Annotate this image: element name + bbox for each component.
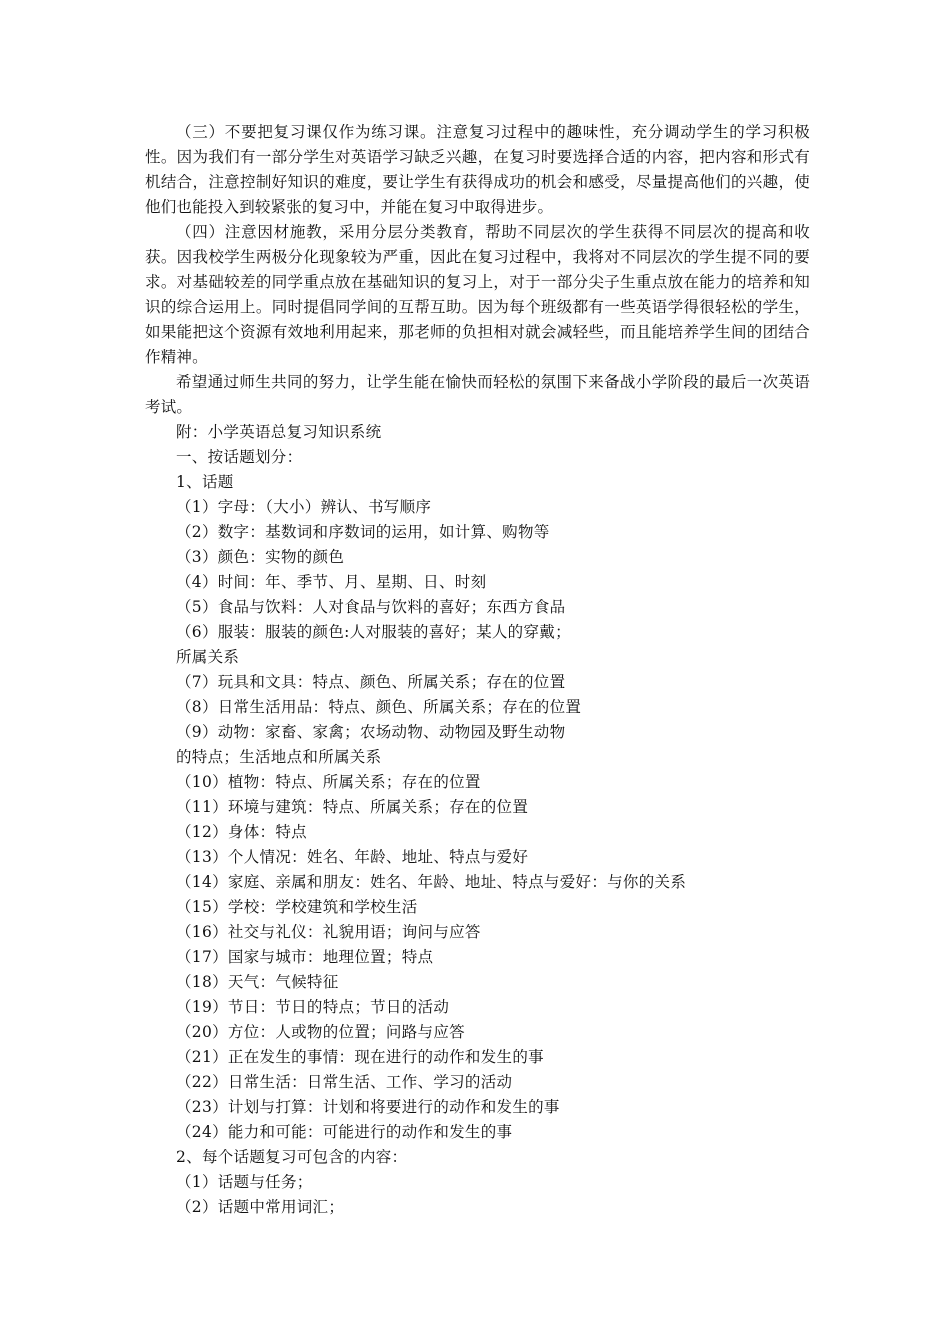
topic-item: （13）个人情况：姓名、年龄、地址、特点与爱好: [176, 848, 529, 866]
paragraph-review-interest: （三）不要把复习课仅作为练习课。注意复习过程中的趣味性，充分调动学生的学习积极性。因为我们有一部分学生对英语学习缺乏兴趣，在复习时要选择合适的内容，把内容和形式有机结合，注意控制好知识的难度，要让学生有获得成功的机会和感受，尽量提高他们的兴趣，使他们也能投入到较紧张的复习中，并能在复习中取得进步。: [145, 123, 810, 216]
topic-item: （5）食品与饮料：人对食品与饮料的喜好；东西方食品: [176, 598, 566, 616]
subsection-heading: 1、话题: [176, 473, 234, 491]
topic-item-continuation: 所属关系: [176, 648, 240, 666]
topic-item: （24）能力和可能：可能进行的动作和发生的事: [176, 1123, 513, 1141]
topic-item: （11）环境与建筑：特点、所属关系；存在的位置: [176, 798, 529, 816]
topic-item: （14）家庭、亲属和朋友：姓名、年龄、地址、特点与爱好：与你的关系: [176, 873, 687, 891]
topic-item-continuation: 的特点；生活地点和所属关系: [176, 748, 382, 766]
topic-item: （9）动物：家畜、家禽；农场动物、动物园及野生动物: [176, 723, 566, 741]
topic-item: （15）学校：学校建筑和学校生活: [176, 898, 418, 916]
topic-item: （1）字母：（大小）辨认、书写顺序: [176, 498, 432, 516]
topic-item: （18）天气：气候特征: [176, 973, 339, 991]
topic-item: （10）植物：特点、所属关系；存在的位置: [176, 773, 481, 791]
appendix-title: 附：小学英语总复习知识系统: [176, 423, 382, 441]
topic-item: （3）颜色：实物的颜色: [176, 548, 345, 566]
topic-item: （23）计划与打算：计划和将要进行的动作和发生的事: [176, 1098, 560, 1116]
section-heading: 一、按话题划分：: [176, 448, 303, 466]
content-item: （2）话题中常用词汇；: [176, 1198, 345, 1216]
document-body: [145, 120, 810, 1220]
content-item: （1）话题与任务；: [176, 1173, 313, 1191]
topic-item: （20）方位：人或物的位置；问路与应答: [176, 1023, 465, 1041]
topic-item: （4）时间：年、季节、月、星期、日、时刻: [176, 573, 487, 591]
topic-item: （22）日常生活：日常生活、工作、学习的活动: [176, 1073, 513, 1091]
paragraph-closing-hope: 希望通过师生共同的努力，让学生能在愉快而轻松的氛围下来备战小学阶段的最后一次英语考试。: [145, 373, 810, 416]
subsection-heading: 2、每个话题复习可包含的内容：: [176, 1148, 408, 1166]
topic-item: （21）正在发生的事情：现在进行的动作和发生的事: [176, 1048, 544, 1066]
topic-item: （6）服装：服装的颜色:人对服装的喜好；某人的穿戴；: [176, 623, 571, 641]
topic-item: （8）日常生活用品：特点、颜色、所属关系；存在的位置: [176, 698, 582, 716]
paragraph-differentiated-teaching: （四）注意因材施教，采用分层分类教育，帮助不同层次的学生获得不同层次的提高和收获。因我校学生两极分化现象较为严重，因此在复习过程中，我将对不同层次的学生提不同的要求。对基础较差的同学重点放在基础知识的复习上，对于一部分尖子生重点放在能力的培养和知识的综合运用上。同时提倡同学间的互帮互助。因为每个班级都有一些英语学得很轻松的学生，如果能把这个资源有效地利用起来，那老师的负担相对就会减轻些，而且能培养学生间的团结合作精神。: [145, 223, 810, 366]
topic-item: （17）国家与城市：地理位置；特点: [176, 948, 434, 966]
topic-item: （7）玩具和文具：特点、颜色、所属关系；存在的位置: [176, 673, 566, 691]
topic-item: （16）社交与礼仪：礼貌用语；询问与应答: [176, 923, 481, 941]
topic-item: （2）数字：基数词和序数词的运用，如计算、购物等: [176, 523, 550, 541]
topic-item: （12）身体：特点: [176, 823, 307, 841]
topic-item: （19）节日：节日的特点；节日的活动: [176, 998, 450, 1016]
